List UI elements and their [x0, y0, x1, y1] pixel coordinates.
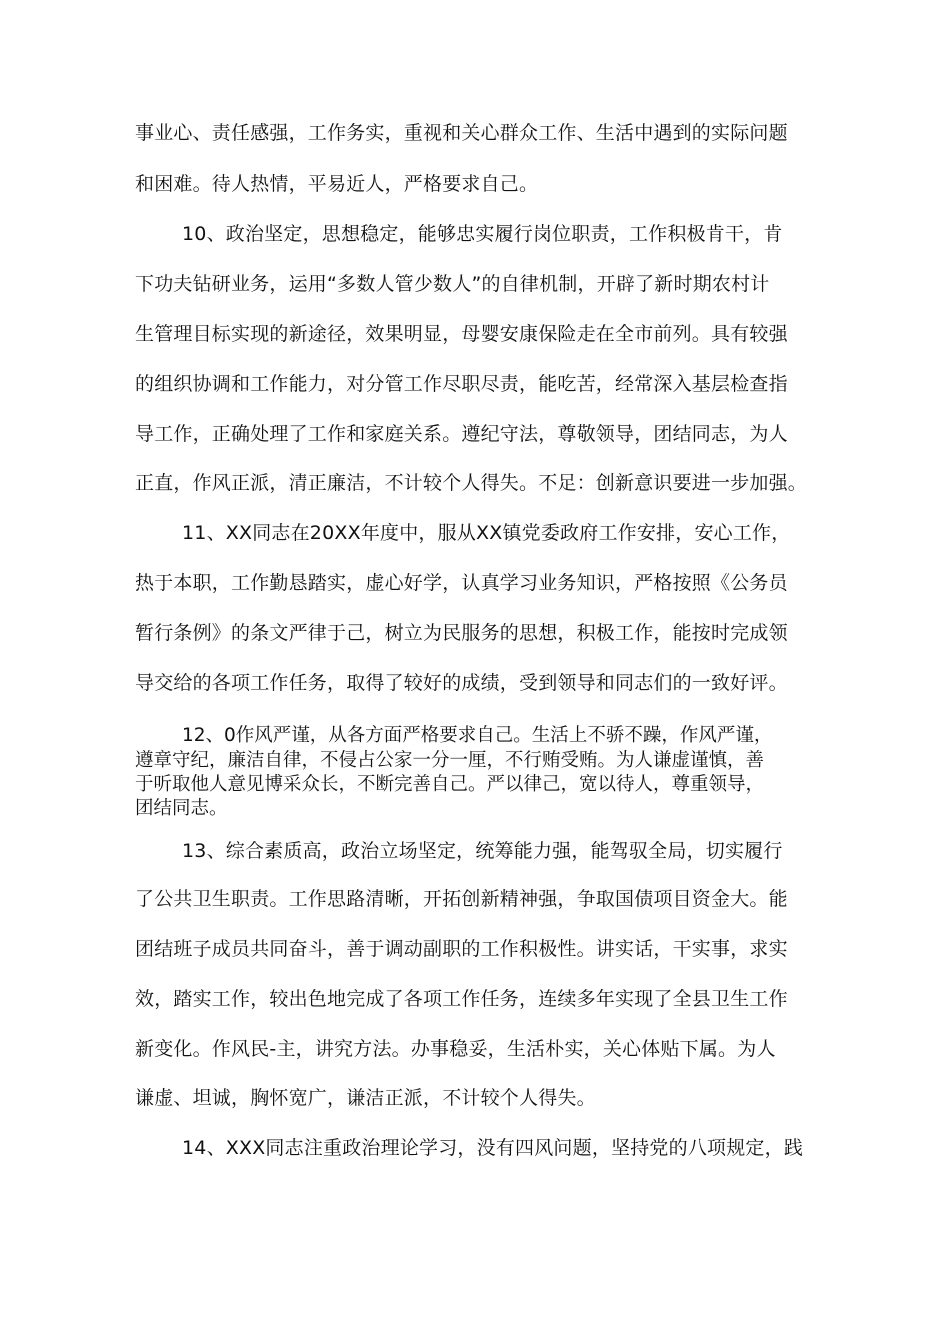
text-line: 新变化。作风民-主，讲究方法。办事稳妥，生活朴实，关心体贴下属。为人	[135, 1038, 776, 1060]
text-line: 谦虚、坦诚，胸怀宽广，谦洁正派，不计较个人得失。	[135, 1087, 596, 1109]
text-line: 热于本职，工作勤恳踏实，虚心好学，认真学习业务知识，严格按照《公务员	[135, 572, 788, 594]
text-line: 导工作，正确处理了工作和家庭关系。遵纪守法，尊敬领导，团结同志，为人	[135, 423, 788, 445]
text-line: 了公共卫生职责。工作思路清晰，开拓创新精神强，争取国债项目资金大。能	[135, 888, 788, 910]
text-line: 生管理目标实现的新途径，效果明显，母婴安康保险走在全市前列。具有较强	[135, 323, 788, 345]
paragraph-11-first-line: 11、XX同志在20XX年度中，服从XX镇党委政府工作安排，安心工作，	[182, 522, 791, 544]
text-line: 正直，作风正派，清正廉洁，不计较个人得失。不足：创新意识要进一步加强。	[135, 472, 808, 494]
text-line: 导交给的各项工作任务，取得了较好的成绩，受到领导和同志们的一致好评。	[135, 672, 788, 694]
text-line: 团结班子成员共同奋斗，善于调动副职的工作积极性。讲实话，干实事，求实	[135, 938, 788, 960]
text-line: 暂行条例》的条文严律于己，树立为民服务的思想，积极工作，能按时完成领	[135, 622, 788, 644]
paragraph-10-first-line: 10、政治坚定，思想稳定，能够忠实履行岗位职责，工作积极肯干，肯	[182, 223, 783, 245]
text-line: 事业心、责任感强，工作务实，重视和关心群众工作、生活中遇到的实际问题	[135, 122, 788, 144]
text-line: 遵章守纪，廉洁自律，不侵占公家一分一厘，不行贿受贿。为人谦虚谨慎，善	[135, 750, 765, 771]
text-line: 于听取他人意见博采众长，不断完善自己。严以律己，宽以待人，尊重领导，	[135, 774, 765, 795]
text-line: 效，踏实工作，较出色地完成了各项工作任务，连续多年实现了全县卫生工作	[135, 988, 788, 1010]
text-line: 团结同志。	[135, 798, 228, 819]
text-line: 的组织协调和工作能力，对分管工作尽职尽责，能吃苦，经常深入基层检查指	[135, 373, 788, 395]
paragraph-12-first-line: 12、0作风严谨，从各方面严格要求自己。生活上不骄不躁，作风严谨，	[182, 725, 773, 746]
text-line: 和困难。待人热情，平易近人，严格要求自己。	[135, 173, 539, 195]
text-line: 下功夫钻研业务，运用“多数人管少数人”的自律机制，开辟了新时期农村计	[135, 273, 770, 295]
paragraph-13-first-line: 13、综合素质高，政治立场坚定，统筹能力强，能驾驭全局，切实履行	[182, 840, 783, 862]
paragraph-14-first-line: 14、XXX同志注重政治理论学习，没有四风问题，坚持党的八项规定，践	[182, 1137, 804, 1159]
